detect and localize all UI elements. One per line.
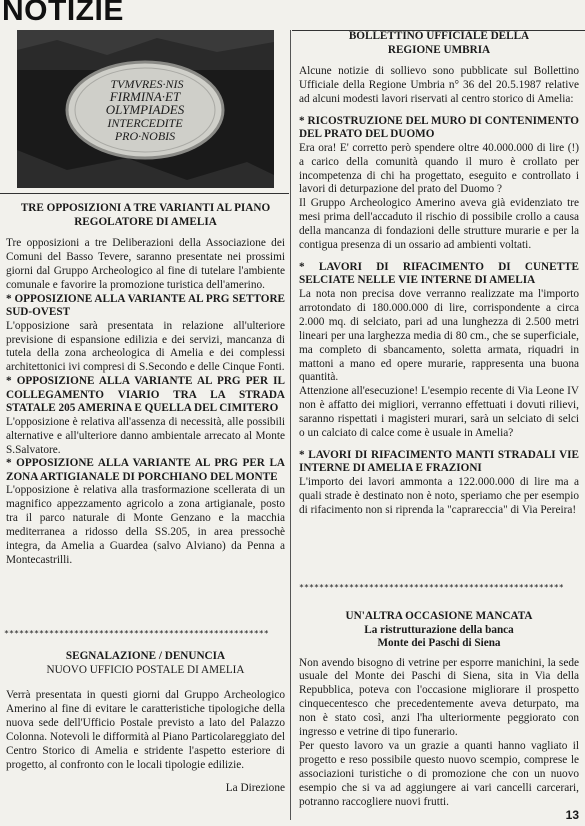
article-subtitle: NUOVO UFFICIO POSTALE DI AMELIA: [46, 663, 245, 676]
article-title: BOLLETTINO UFFICIALE DELLA REGIONE UMBRIA: [348, 30, 530, 56]
inscription-line-3: OLYMPIADES: [105, 102, 185, 117]
article-subtitle: La ristrutturazione della banca: [364, 623, 514, 636]
photo-rule: [0, 193, 289, 194]
article-occasione: [299, 610, 579, 809]
section-title: * OPPOSIZIONE ALLA VARIANTE AL PRG PER IL COLLEGAMENTO VIARIO TRA LA STRADA STATALE 205 AMERINA E QUELLA DEL CIMITERO: [6, 375, 285, 415]
article-body: Verrà presentata in questi giorni dal Gruppo Archeologico Amerino al fine di evitare le caratteristiche tipologiche della nuova sede dell'Ufficio Postale previsto a lato del Palazzo Colonna. Notevoli le difformità al Piano Particolareggiato del Centro Storico di Amelia e stridente l'aspetto esteriore di progetto, al confronto con le locali tipologie edilizie.: [6, 689, 286, 771]
section-title: * OPPOSIZIONE ALLA VARIANTE AL PRG SETTORE SUD-OVEST: [6, 292, 285, 319]
article-body: Per questo lavoro va un grazie a quanti hanno vagliato il progetto e reso possibile questo nuovo scempio, comprese le associazioni turistiche o di promozione che con un nuovo esempio che si va ad aggiungere ai vari cancelli carcerari, potranno raccogliere nuovi frutti.: [299, 739, 579, 808]
left-column: [0, 30, 289, 826]
section-body: Era ora! E' corretto però spendere oltre 40.000.000 di lire (!) a carico della comunità quando il muro è crollato per incompetenza di chi ha progettato, eseguito e controllato i lavori di deturpazione del prato del Duomo ?: [299, 141, 579, 196]
article-segnalazione: [6, 650, 285, 796]
section-title: * LAVORI DI RIFACIMENTO DI CUNETTE SELCIATE NELLE VIE INTERNE DI AMELIA: [299, 260, 579, 287]
star-separator: *****************************************************: [4, 628, 269, 638]
section-body: L'opposizione è relativa all'assenza di necessità, alle possibili alternative e all'ulteriore danno ambientale arrecato al Monte S.Salvatore.: [6, 415, 285, 456]
article-body: Non avendo bisogno di vetrine per esporre manichini, la sede usuale del Monte dei Paschi di Siena, sita in Via della Repubblica, poteva con l'occasione migliorare il prospetto cinquecentesco che precedentemente aveva deturpato, ma non è stato così, anzi l'ha ulteriormente peggiorato con ingresso e vetrine di tipo funerario.: [299, 656, 579, 739]
article-subtitle: Monte dei Paschi di Siena: [377, 637, 501, 649]
article-opposizioni: [6, 202, 285, 568]
section-body: L'opposizione è relativa alla trasformazione scellerata di un magnifico appezzamento agricolo a zona artigianale, posto tra il parco naturale di Monte Genzano e la macchia mediterranea a ridosso della SS.205, in area pressochè integra, da Amelia a Guardea (salvo Alviano) da Penna a Montecastrilli.: [6, 484, 285, 566]
section-title: * OPPOSIZIONE ALLA VARIANTE AL PRG PER LA ZONA ARTIGIANALE DI PORCHIANO DEL MONTE: [6, 457, 285, 483]
article-bollettino: [299, 30, 579, 518]
section-body: La nota non precisa dove verranno realizzate ma l'importo arrotondato di 180.000.000 di lire, corrispondente a circa 2.000 mq. di selciato, pari ad una lunghezza di 2.500 metri lineari per una larghezza media di 80 cm., che se superficiale, ma completo di sbancamento, soletta armata, riquadri in mattoni a mano ed opere murarie, rappresenta una buona quantità.: [299, 287, 579, 384]
section-title: * LAVORI DI RIFACIMENTO MANTI STRADALI VIE INTERNE DI AMELIA E FRAZIONI: [299, 448, 579, 475]
inscription-line-1: TVMVRES·NIS: [110, 77, 184, 91]
section-body: L'opposizione sarà presentata in relazione all'ulteriore previsione di espansione edilizia e dei servizi, mancanza di tutela della zona archeologica di Amelia e dei complessi architettonici ivi compresi di S.Secondo e delle Cinque Fonti.: [6, 319, 285, 374]
inscription-line-4: INTERCEDITE: [107, 116, 183, 130]
column-divider: [290, 30, 291, 820]
section-body: Attenzione all'esecuzione! L'esempio recente di Via Leone IV non è affatto dei migliori, verranno effettuati i dovuti rilievi, saranno rispettati i magisteri murari, sarà un selciato di selci o un calciato di calce come è usuale in Amelia?: [299, 385, 579, 440]
section-title: * RICOSTRUZIONE DEL MURO DI CONTENIMENTO DEL PRATO DEL DUOMO: [299, 114, 579, 141]
article-intro: Alcune notizie di sollievo sono pubblicate sul Bollettino Ufficiale della Regione Umbria n° 36 del 20.5.1987 relative ad alcuni modesti lavori riservati al centro storico di Amelia:: [299, 65, 579, 105]
inscription-line-5: PRO·NOBIS: [114, 129, 176, 143]
page-number: 13: [565, 808, 579, 822]
article-title: TRE OPPOSIZIONI A TRE VARIANTI AL PIANO REGOLATORE DI AMELIA: [20, 202, 271, 228]
star-separator: *****************************************************: [299, 582, 564, 592]
right-column: [294, 30, 585, 826]
article-title: SEGNALAZIONE / DENUNCIA: [65, 650, 226, 662]
inscription-photo: [17, 30, 274, 188]
masthead: NOTIZIE: [2, 0, 124, 27]
inscription-line-2: FIRMINA·ET: [109, 89, 181, 104]
section-body: Il Gruppo Archeologico Amerino aveva già evidenziato tre mesi prima dell'accaduto il rischio di possibile crollo a causa della mancanza di fondazioni delle strutture murarie e per la contigua presenza di un ossario ad ambienti voltati.: [299, 197, 579, 252]
article-intro: Tre opposizioni a tre Deliberazioni della Associazione dei Comuni del Basso Tevere, saranno presentate nei prossimi giorni dal Gruppo Archeologico al fine di tutelare l'ambiente comunale e favorire la promozione turistica dell'amerino.: [6, 237, 285, 291]
article-title: UN'ALTRA OCCASIONE MANCATA: [345, 610, 533, 622]
section-body: L'importo dei lavori ammonta a 122.000.000 di lire ma a quali strade è destinato non è noto, speriamo che per esempio di rifacimento non si riprenda la "caprareccia" di Via Pereira!: [299, 475, 579, 516]
signature: La Direzione: [225, 782, 285, 795]
